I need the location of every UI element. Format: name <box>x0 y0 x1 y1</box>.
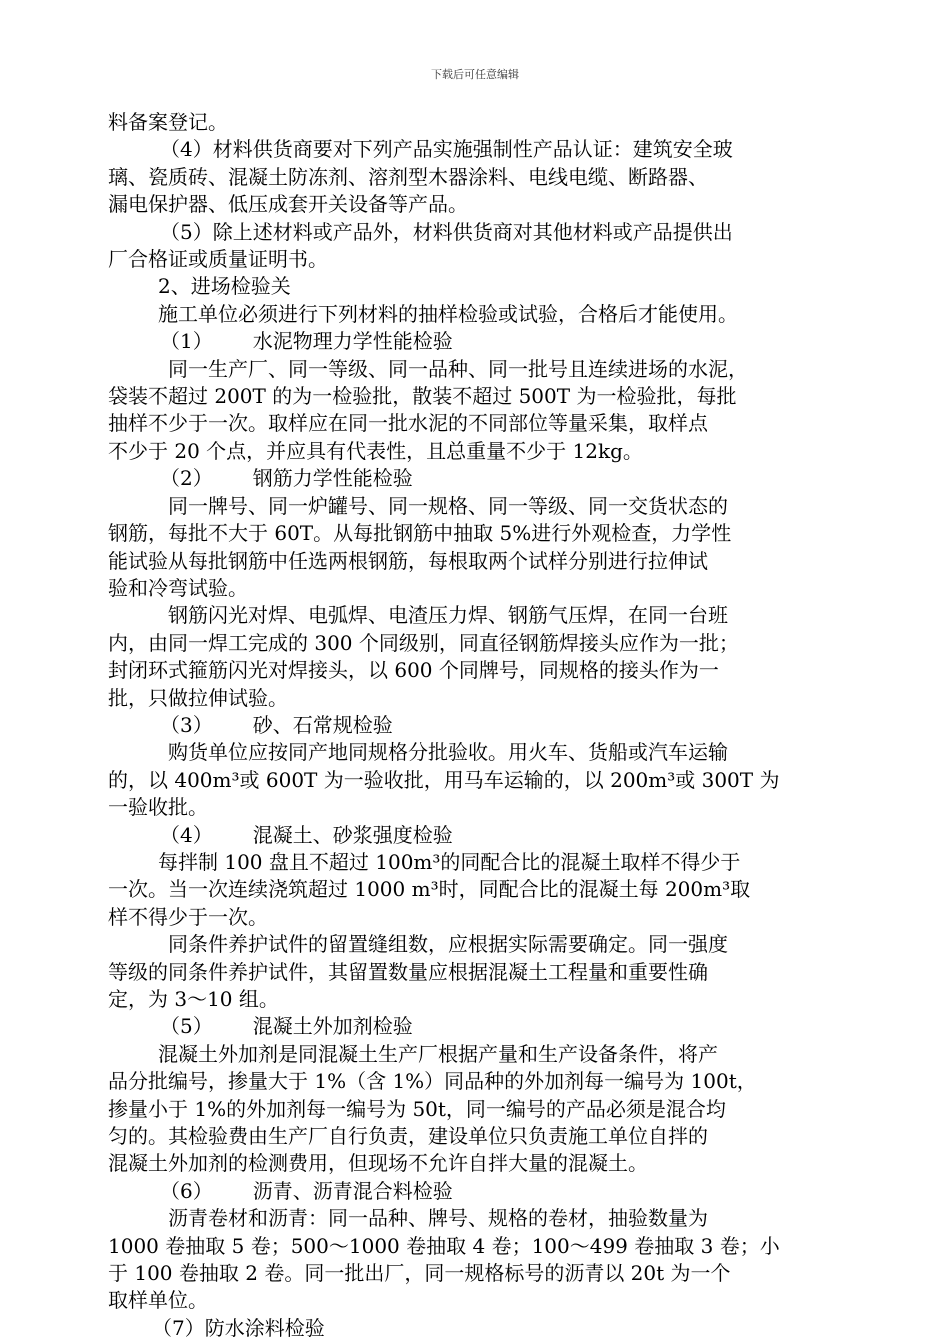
line-text: 样不得少于一次。 <box>108 904 268 929</box>
text-line <box>108 931 848 958</box>
text-line <box>108 520 848 547</box>
text-line <box>108 575 848 602</box>
line-text: （5） <box>160 1014 213 1039</box>
text-line <box>108 465 848 492</box>
text-line <box>108 246 848 273</box>
text-line <box>108 986 848 1013</box>
text-line <box>108 685 848 712</box>
line-text: 验和冷弯试验。 <box>108 575 248 600</box>
line-text: 1000 卷抽取 5 卷；500～1000 卷抽取 4 卷；100～499 卷抽取 3 卷；小 <box>108 1233 780 1258</box>
text-line <box>108 1150 848 1177</box>
line-text: 不少于 20 个点，并应具有代表性，且总重量不少于 12kg。 <box>108 438 643 463</box>
text-line <box>108 1041 848 1068</box>
line-text: （3） <box>160 712 213 737</box>
text-line <box>108 1178 848 1205</box>
line-text: 品分批编号，掺量大于 1%（含 1%）同品种的外加剂每一编号为 100t， <box>108 1069 757 1094</box>
text-line <box>108 1096 848 1123</box>
text-line <box>108 1068 848 1095</box>
line-text: 一次。当一次连续浇筑超过 1000 m³时，同配合比的混凝土每 200m³取 <box>108 877 751 902</box>
line-text: 抽样不少于一次。取样应在同一批水泥的不同部位等量采集，取样点 <box>108 411 708 436</box>
line-text: 2、进场检验关 <box>158 274 291 299</box>
line-text: 同一生产厂、同一等级、同一品种、同一批号且连续进场的水泥， <box>168 356 748 381</box>
text-line <box>108 1315 848 1342</box>
text-line <box>108 1233 848 1260</box>
line-text: （7）防水涂料检验 <box>152 1315 325 1340</box>
line-text: （2） <box>160 466 213 491</box>
text-line <box>108 273 848 300</box>
text-line <box>108 219 848 246</box>
text-line <box>108 1013 848 1040</box>
section-heading-text: 沥青、沥青混合料检验 <box>252 1178 453 1203</box>
line-text: 内，由同一焊工完成的 300 个同级别，同直径钢筋焊接头应作为一批； <box>108 630 739 655</box>
line-text: 能试验从每批钢筋中任选两根钢筋，每根取两个试样分别进行拉伸试 <box>108 548 708 573</box>
text-line <box>108 822 848 849</box>
section-heading-text: 混凝土外加剂检验 <box>252 1014 413 1039</box>
line-text: 混凝土外加剂的检测费用，但现场不允许自拌大量的混凝土。 <box>108 1151 648 1176</box>
text-line <box>108 356 848 383</box>
line-text: 批，只做拉伸试验。 <box>108 685 288 710</box>
text-line <box>108 712 848 739</box>
line-text: 每拌制 100 盘且不超过 100m³的同配合比的混凝土取样不得少于 <box>158 849 741 874</box>
text-line <box>108 383 848 410</box>
line-text: 同条件养护试件的留置缝组数，应根据实际需要确定。同一强度 <box>168 932 728 957</box>
line-text: 封闭环式箍筋闪光对焊接头，以 600 个同牌号，同规格的接头作为一 <box>108 658 719 683</box>
text-line <box>108 191 848 218</box>
line-text: 施工单位必须进行下列材料的抽样检验或试验，合格后才能使用。 <box>158 301 738 326</box>
section-heading-text: 混凝土、砂浆强度检验 <box>252 822 453 847</box>
text-line <box>108 438 848 465</box>
line-text: 漏电保护器、低压成套开关设备等产品。 <box>108 192 468 217</box>
line-text: （1） <box>160 329 213 354</box>
line-text: （6） <box>160 1178 213 1203</box>
line-text: 的，以 400m³或 600T 为一验收批，用马车运输的，以 200m³或 300T 为 <box>108 767 780 792</box>
line-text: 同一牌号、同一炉罐号、同一规格、同一等级、同一交货状态的 <box>168 493 728 518</box>
text-line <box>108 602 848 629</box>
text-line <box>108 739 848 766</box>
line-text: 沥青卷材和沥青：同一品种、牌号、规格的卷材，抽验数量为 <box>168 1206 708 1231</box>
line-text: 钢筋闪光对焊、电弧焊、电渣压力焊、钢筋气压焊，在同一台班 <box>168 603 728 628</box>
text-line <box>108 959 848 986</box>
text-line <box>108 630 848 657</box>
page-header: 下载后可任意编辑 <box>431 68 519 81</box>
line-text: 钢筋，每批不大于 60T。从每批钢筋中抽取 5%进行外观检查，力学性 <box>108 521 732 546</box>
line-text: 等级的同条件养护试件，其留置数量应根据混凝土工程量和重要性确 <box>108 959 708 984</box>
line-text: 料备案登记。 <box>108 110 228 134</box>
text-line <box>108 876 848 903</box>
text-line <box>108 794 848 821</box>
text-line <box>108 904 848 931</box>
line-text: 购货单位应按同产地同规格分批验收。用火车、货船或汽车运输 <box>168 740 728 765</box>
text-line <box>108 328 848 355</box>
line-text: 取样单位。 <box>108 1288 208 1313</box>
text-line <box>108 136 848 163</box>
line-text: 混凝土外加剂是同混凝土生产厂根据产量和生产设备条件，将产 <box>158 1041 718 1066</box>
text-line <box>108 1287 848 1314</box>
line-text: （5）除上述材料或产品外，材料供货商对其他材料或产品提供出 <box>160 219 733 244</box>
document-body <box>108 109 848 1342</box>
text-line <box>108 1260 848 1287</box>
text-line <box>108 767 848 794</box>
text-line <box>108 410 848 437</box>
text-line <box>108 1123 848 1150</box>
line-text: （4）材料供货商要对下列产品实施强制性产品认证：建筑安全玻 <box>160 137 733 162</box>
line-text: 于 100 卷抽取 2 卷。同一批出厂，同一规格标号的沥青以 20t 为一个 <box>108 1261 731 1286</box>
line-text: 定，为 3～10 组。 <box>108 987 279 1011</box>
line-text: （4） <box>160 822 213 847</box>
text-line <box>108 164 848 191</box>
section-heading-text: 钢筋力学性能检验 <box>252 466 413 491</box>
section-heading-text: 砂、石常规检验 <box>252 712 393 737</box>
text-line <box>108 493 848 520</box>
line-text: 掺量小于 1%的外加剂每一编号为 50t，同一编号的产品必须是混合均 <box>108 1096 726 1121</box>
text-line <box>108 657 848 684</box>
line-text: 璃、瓷质砖、混凝土防冻剂、溶剂型木器涂料、电线电缆、断路器、 <box>108 164 708 189</box>
text-line <box>108 109 848 136</box>
line-text: 袋装不超过 200T 的为一检验批，散装不超过 500T 为一检验批，每批 <box>108 384 737 409</box>
text-line <box>108 1205 848 1232</box>
line-text: 厂合格证或质量证明书。 <box>108 247 328 272</box>
text-line <box>108 548 848 575</box>
text-line <box>108 849 848 876</box>
section-heading-text: 水泥物理力学性能检验 <box>252 329 453 354</box>
line-text: 匀的。其检验费由生产厂自行负责，建设单位只负责施工单位自拌的 <box>108 1124 708 1149</box>
line-text: 一验收批。 <box>108 795 208 820</box>
text-line <box>108 301 848 328</box>
